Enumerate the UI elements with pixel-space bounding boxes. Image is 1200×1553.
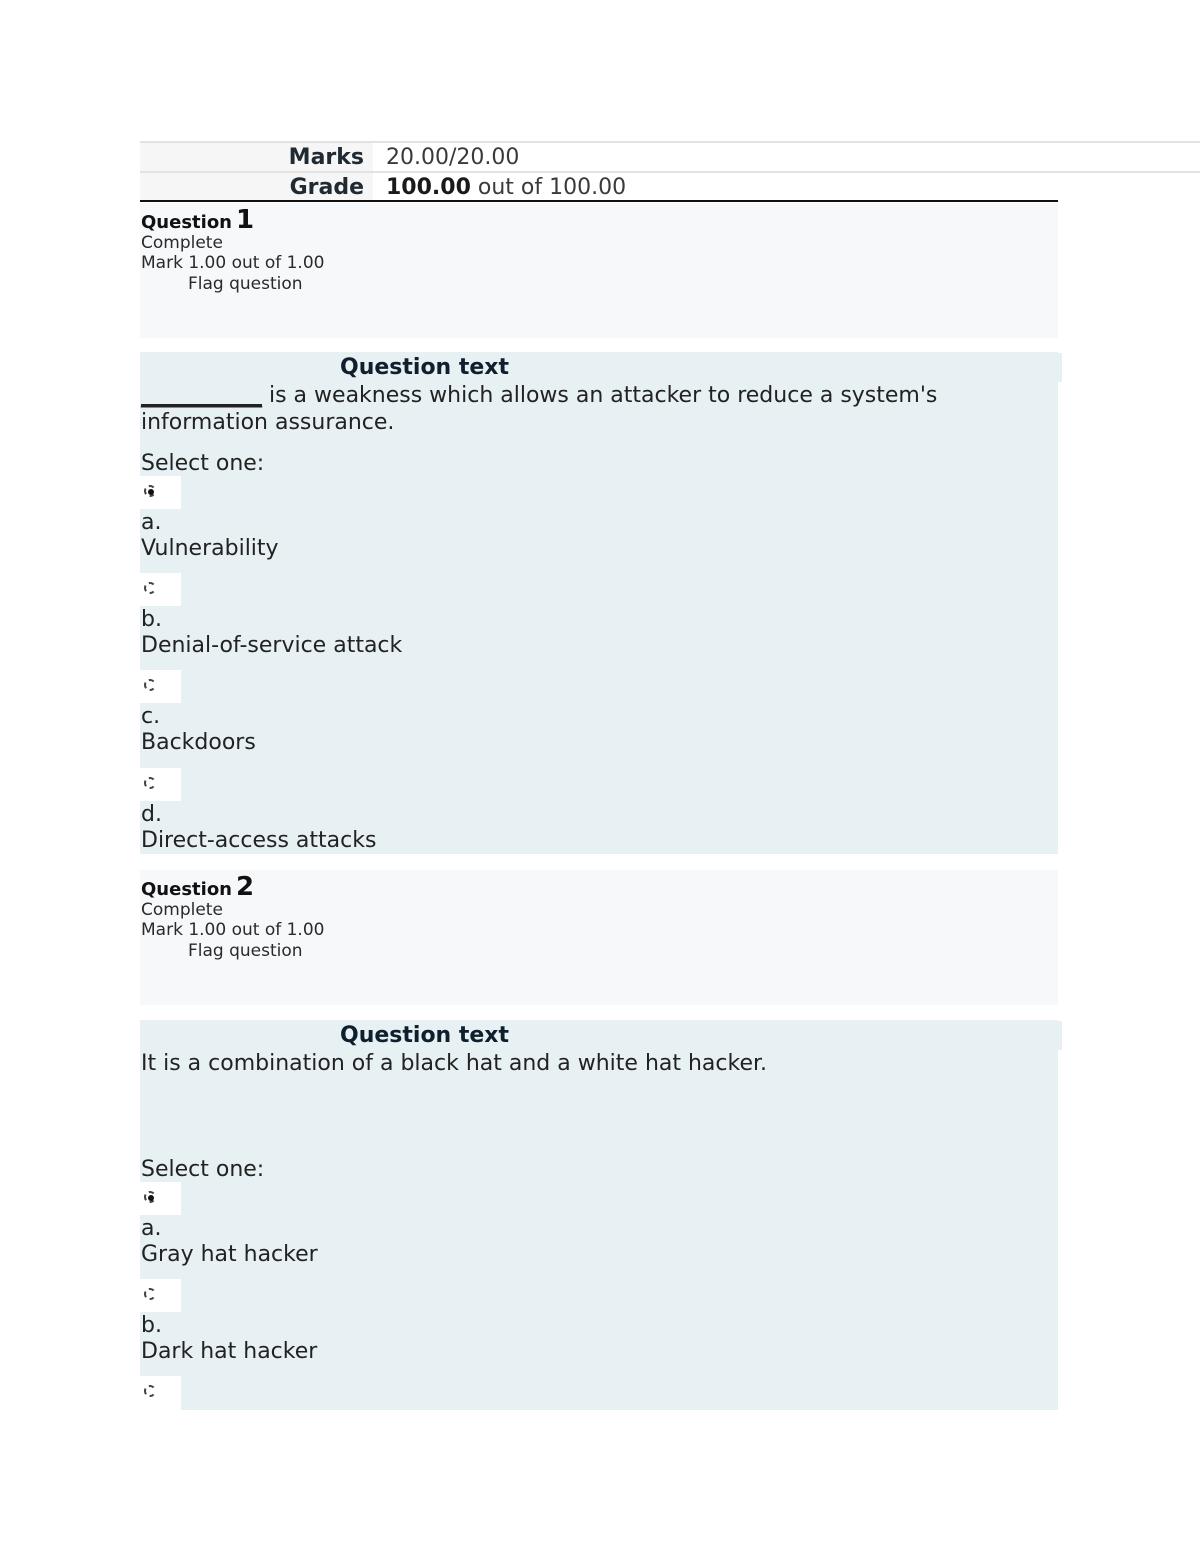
answer-blank: ___________	[141, 383, 262, 408]
marks-value: 20.00/20.00	[373, 143, 1200, 172]
radio-circle-icon	[144, 1288, 156, 1300]
option-b-radio[interactable]	[140, 573, 181, 606]
option-a-text[interactable]: Vulnerability	[141, 536, 279, 561]
radio-circle-icon	[144, 679, 156, 691]
option-a-letter: a.	[141, 1216, 162, 1241]
option-a-radio[interactable]	[140, 476, 181, 509]
select-one-prompt: Select one:	[141, 451, 265, 476]
option-b-text[interactable]: Dark hat hacker	[141, 1339, 318, 1364]
marks-label: Marks	[288, 145, 364, 170]
question-number	[141, 205, 254, 235]
radio-circle-icon	[144, 582, 156, 594]
question-number	[141, 872, 254, 902]
question-num: 2	[236, 872, 255, 902]
radio-selected-dot-icon	[148, 489, 154, 495]
select-one-prompt: Select one:	[141, 1157, 265, 1182]
option-b-letter: b.	[141, 607, 162, 632]
option-d-text[interactable]: Direct-access attacks	[141, 828, 377, 853]
question-mark: Mark 1.00 out of 1.00	[141, 253, 325, 273]
option-b-letter: b.	[141, 1313, 162, 1338]
question-mark: Mark 1.00 out of 1.00	[141, 920, 325, 940]
summary-divider	[140, 200, 1058, 202]
option-c-letter: c.	[141, 704, 161, 729]
question-text	[141, 382, 937, 409]
question-label: Question	[141, 879, 232, 900]
question-text-line2: information assurance.	[141, 410, 395, 435]
option-c-radio[interactable]	[140, 1376, 181, 1410]
radio-circle-icon	[144, 1385, 156, 1397]
question-text-heading: Question text	[340, 353, 1062, 382]
option-d-letter: d.	[141, 802, 162, 827]
grade-row	[140, 171, 1200, 202]
question-text: It is a combination of a black hat and a white hat hacker.	[141, 1051, 768, 1076]
radio-circle-icon	[144, 777, 156, 789]
option-c-radio[interactable]	[140, 670, 181, 703]
question-state: Complete	[141, 233, 223, 253]
flag-question-link[interactable]: Flag question	[188, 274, 303, 294]
option-a-text[interactable]: Gray hat hacker	[141, 1242, 318, 1267]
option-b-radio[interactable]	[140, 1279, 181, 1312]
option-d-radio[interactable]	[140, 768, 181, 801]
grade-value	[373, 173, 1200, 202]
question-1-info	[140, 203, 1058, 338]
option-a-radio[interactable]	[140, 1182, 181, 1215]
question-label: Question	[141, 212, 232, 233]
grade-out-of: out of 100.00	[470, 175, 627, 200]
flag-question-link[interactable]: Flag question	[188, 941, 303, 961]
question-2-content	[140, 1020, 1058, 1410]
question-text-line1: is a weakness which allows an attacker to reduce a system's	[262, 383, 938, 408]
radio-selected-dot-icon	[148, 1195, 154, 1201]
grade-label: Grade	[289, 175, 364, 200]
question-state: Complete	[141, 900, 223, 920]
option-a-letter: a.	[141, 510, 162, 535]
option-c-text[interactable]: Backdoors	[141, 730, 256, 755]
question-text-heading: Question text	[340, 1021, 1062, 1050]
grade-score: 100.00	[386, 175, 471, 200]
marks-row	[140, 141, 1200, 172]
option-b-text[interactable]: Denial-of-service attack	[141, 633, 403, 658]
question-2-info	[140, 870, 1058, 1005]
question-1-content	[140, 352, 1058, 854]
question-num: 1	[236, 205, 255, 235]
